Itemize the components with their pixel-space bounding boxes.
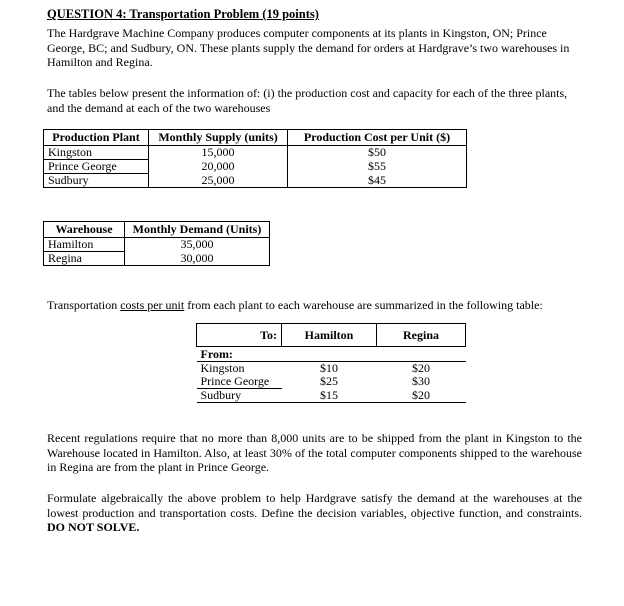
plant-cost: $45 [288,174,467,188]
origin-plant: Sudbury [197,389,282,403]
regulations-paragraph: Recent regulations require that no more than 8,000 units are to be shipped from the plant in Kingston to the Warehouse located in Hamilton. Also, at least 30% of the total computer components shipped to the warehouse in Regina are from the plant in Prince George. [47,431,582,474]
plant-name: Kingston [44,146,149,160]
production-header-cost: Production Cost per Unit ($) [288,130,467,146]
transport-intro [47,298,582,313]
table-row [44,160,467,174]
table-row [197,389,466,403]
warehouse-name: Regina [44,252,125,266]
demand-header-warehouse: Warehouse [44,222,125,238]
cost-to-hamilton: $15 [282,389,377,403]
production-table [43,129,467,188]
warehouse-demand: 35,000 [125,238,270,252]
cost-to-regina: $30 [412,374,430,389]
table-row [44,238,270,252]
cost-to-hamilton: $10 [282,362,377,376]
table-row [44,174,467,188]
production-header-supply: Monthly Supply (units) [149,130,288,146]
plant-supply: 25,000 [149,174,288,188]
origin-plant: Prince George [200,374,270,388]
plant-cost: $55 [288,160,467,174]
plant-name: Prince George [44,160,149,174]
tables-intro-paragraph: The tables below present the information of: (i) the production cost and capacity for each of the three plants, and the demand at each of the two warehouses [47,86,568,115]
task-emphasis: DO NOT SOLVE. [47,520,140,534]
task-text: Formulate algebraically the above problem to help Hardgrave satisfy the demand at the warehouses at the lowest production and transportation costs. Define the decision variables, objective function, and constraints. [47,491,582,520]
warehouse-demand: 30,000 [125,252,270,266]
plant-cost: $50 [288,146,467,160]
from-label: From: [200,347,233,361]
demand-header-demand: Monthly Demand (Units) [125,222,270,238]
warehouse-name: Hamilton [44,238,125,252]
cost-to-regina: $20 [377,362,466,376]
transport-cost-table [196,323,466,403]
column-header-regina: Regina [377,324,466,347]
table-row [197,362,466,376]
cost-to-hamilton: $25 [320,374,338,389]
production-header-plant: Production Plant [44,130,149,146]
table-row [197,375,466,389]
plant-supply: 20,000 [149,160,288,174]
task-paragraph [47,491,582,535]
transport-intro-pre: Transportation [47,298,121,312]
table-row [44,252,270,266]
origin-plant: Kingston [197,362,282,376]
plant-supply: 15,000 [149,146,288,160]
column-header-hamilton: Hamilton [282,324,377,347]
to-label: To: [197,324,282,347]
plant-name: Sudbury [44,174,149,188]
transport-intro-post: from each plant to each warehouse are summarized in the following table: [184,298,543,312]
transport-intro-underlined: costs per unit [120,298,185,312]
demand-table [43,221,270,266]
cost-to-regina: $20 [377,389,466,403]
intro-paragraph: The Hardgrave Machine Company produces computer components at its plants in Kingston, ON; Prince George, BC; and Sudbury, ON. These plants supply the demand for orders at Hardgrave’s two warehouses in Hamilton and Regina. [47,26,570,69]
question-title: QUESTION 4: Transportation Problem (19 points) [47,7,319,21]
table-row [44,146,467,160]
